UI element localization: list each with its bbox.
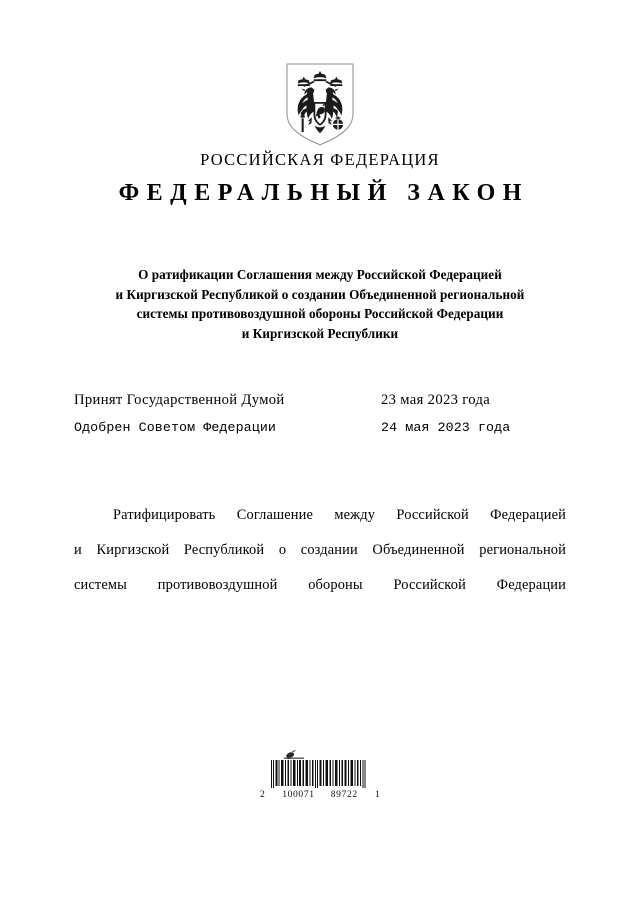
adoption-row-duma [74, 392, 566, 420]
body-line-1: Ратифицировать Соглашение между Российской Федерацией [113, 507, 566, 523]
barcode-digits-group-1: 100071 [282, 789, 315, 800]
law-title [60, 265, 580, 343]
law-body-paragraph [74, 498, 566, 603]
law-title-line-1: О ратификации Соглашения между Российской Федерацией [138, 267, 502, 282]
body-line-2: и Киргизской Республикой о создании Объединенной региональной [74, 542, 566, 558]
law-title-line-4: и Киргизской Республики [241, 325, 399, 341]
coat-of-arms-container [0, 62, 640, 146]
adoption-date-council: 24 мая 2023 года [381, 420, 511, 435]
coat-of-arms-icon [283, 62, 357, 146]
barcode-digit-trailing: 1 [374, 789, 380, 800]
barcode-block [0, 750, 640, 800]
adoption-block [74, 392, 566, 448]
law-title-line-3: системы противовоздушной обороны Российской Федерации [136, 306, 504, 322]
barcode-digits [259, 789, 381, 800]
adoption-date-duma: 23 мая 2023 года [381, 392, 491, 408]
document-type-heading: ФЕДЕРАЛЬНЫЙ ЗАКОН [118, 180, 529, 206]
law-title-line-2: и Киргизской Республикой о создании Объединенной региональной [115, 286, 525, 302]
adoption-row-council [74, 420, 566, 448]
barcode-image [270, 760, 370, 788]
barcode-mark-icon [284, 750, 304, 759]
country-heading: РОССИЙСКАЯ ФЕДЕРАЦИЯ [200, 150, 440, 169]
barcode-digit-leading: 2 [260, 789, 266, 800]
barcode-digits-group-2: 89722 [330, 789, 358, 800]
body-line-3: системы противовоздушной обороны Российской Федерации [74, 577, 566, 593]
adoption-label-council: Одобрен Советом Федерации [74, 420, 276, 435]
adoption-label-duma: Принят Государственной Думой [74, 392, 285, 408]
